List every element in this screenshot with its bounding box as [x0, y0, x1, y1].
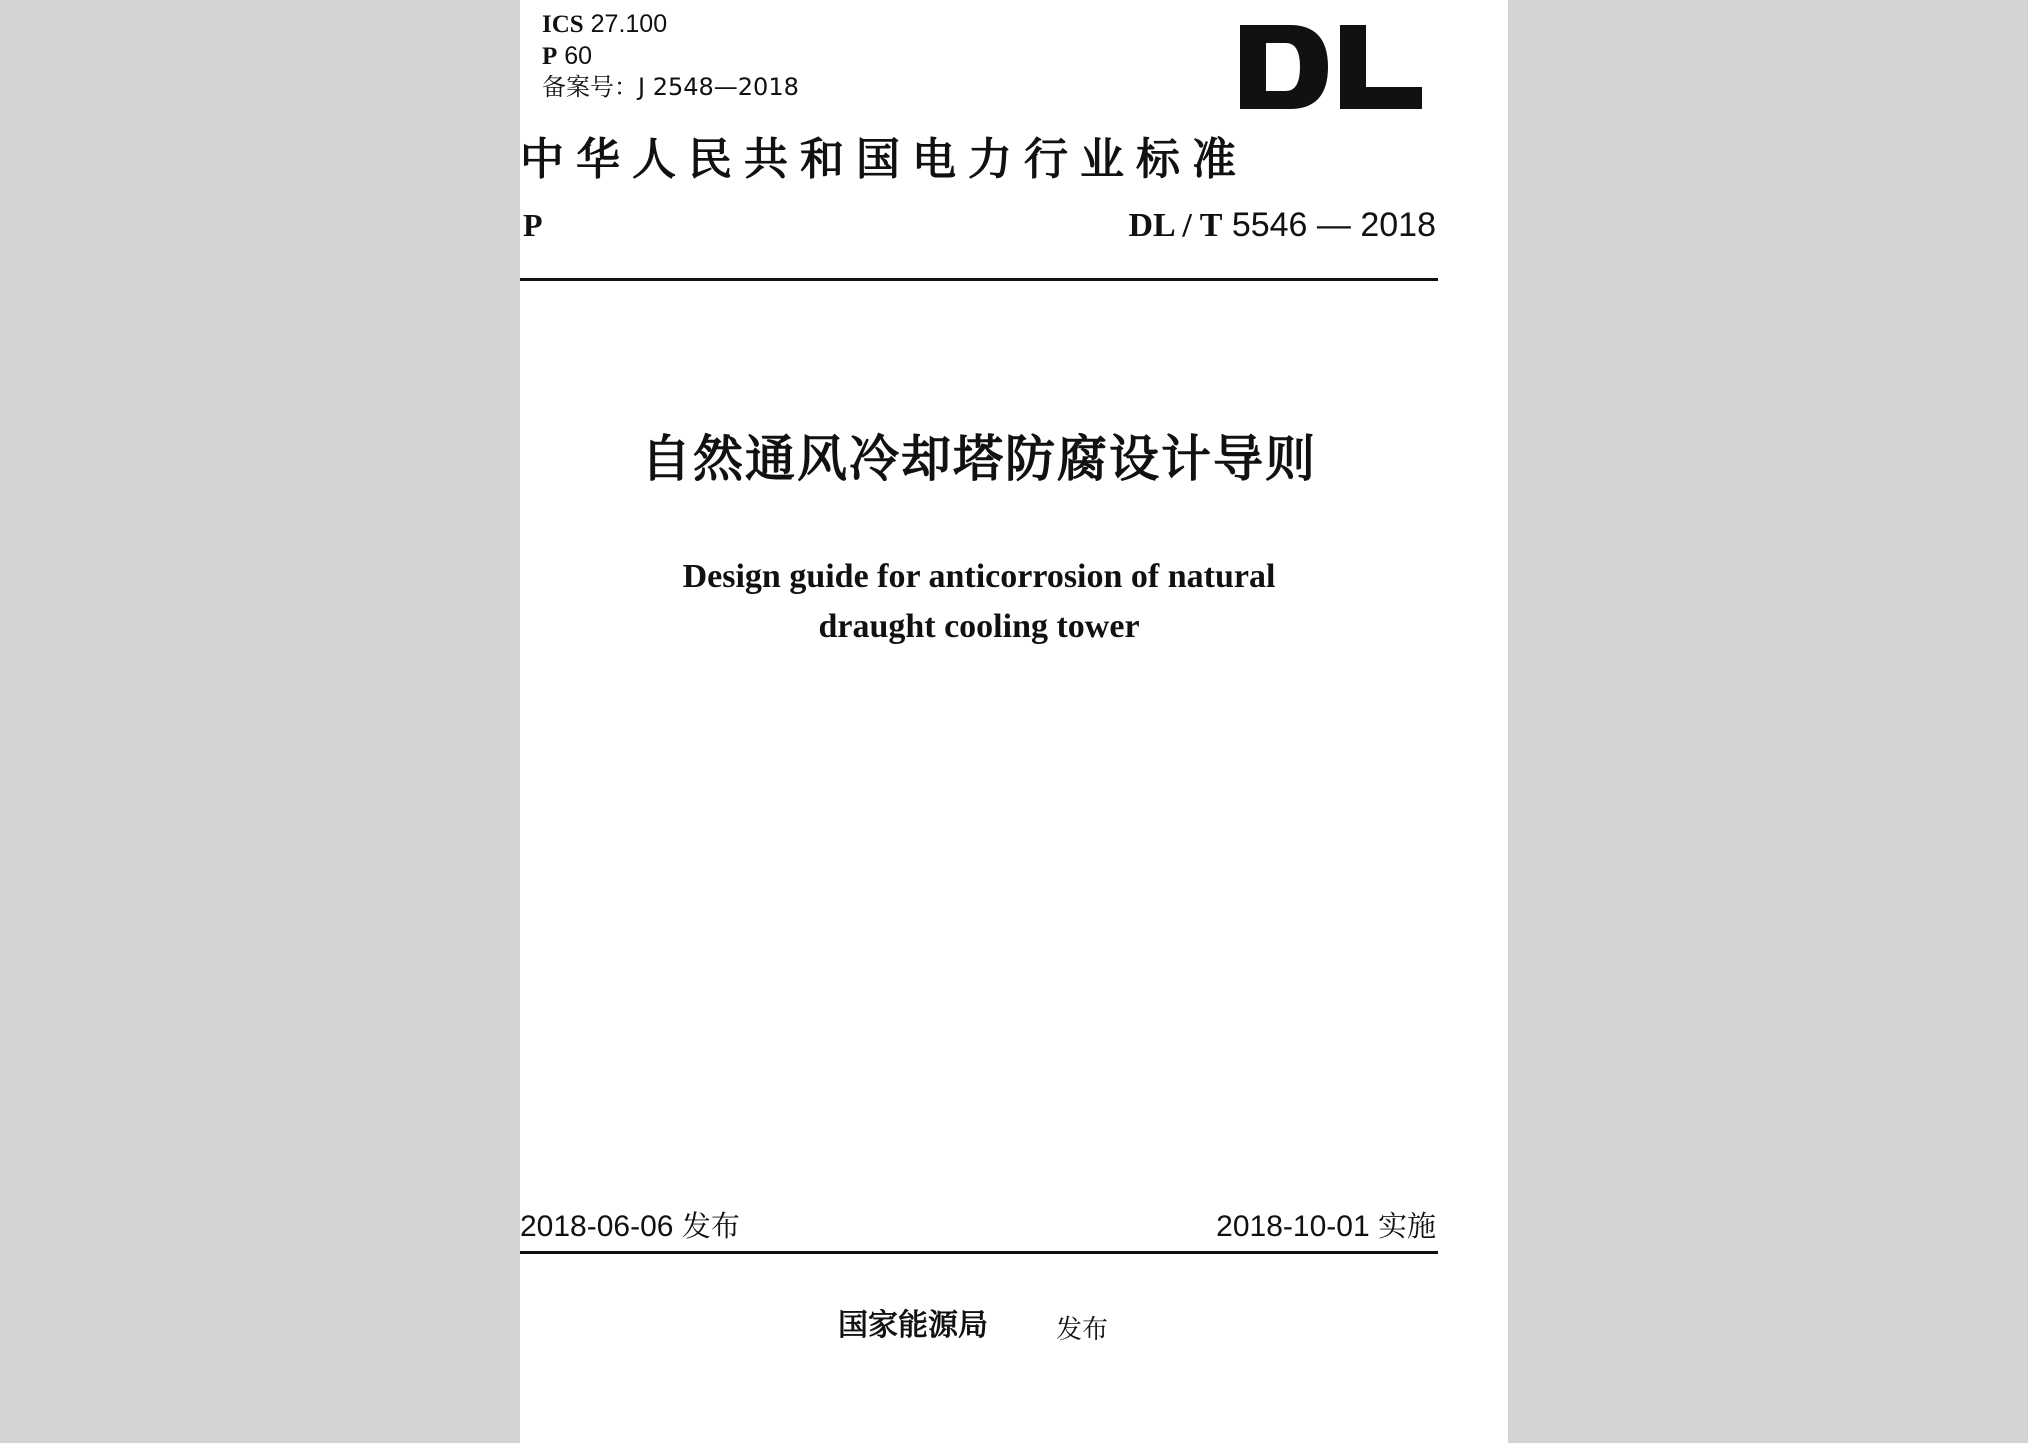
issue-date	[520, 1206, 740, 1247]
publisher-action: 发布	[1056, 1315, 1109, 1345]
bottom-divider	[520, 1251, 1438, 1254]
record-number: 备案号：J 2548—2018	[542, 73, 799, 101]
p-value: 60	[564, 42, 593, 70]
dl-logo-icon	[1240, 25, 1422, 109]
standard-code-number: 5546 — 2018	[1231, 206, 1436, 244]
issue-date-label: 发布	[681, 1209, 740, 1243]
p-label: P	[542, 43, 558, 70]
p-code	[542, 41, 592, 72]
ics-code	[542, 9, 667, 40]
top-divider	[520, 278, 1438, 281]
issue-date-value: 2018-06-06	[520, 1210, 674, 1243]
impl-date-label: 实施	[1377, 1209, 1436, 1243]
standard-p-mark: P	[523, 207, 543, 243]
document-title-chinese: 自然通风冷却塔防腐设计导则	[641, 430, 1317, 488]
title-english-line-1: Design guide for anticorrosion of natural	[682, 558, 1276, 595]
implementation-date	[1216, 1206, 1436, 1247]
standard-code-prefix: DL / T	[1128, 207, 1223, 244]
ics-label: ICS	[542, 11, 584, 38]
document-title-english	[520, 552, 1508, 652]
standard-category: 中华人民共和国电力行业标准	[520, 134, 1248, 185]
impl-date-value: 2018-10-01	[1216, 1210, 1370, 1243]
standard-code	[1129, 205, 1437, 246]
title-english-line-2: draught cooling tower	[818, 608, 1140, 645]
cover-page	[520, 0, 1508, 1443]
publisher-name: 国家能源局	[838, 1308, 988, 1343]
ics-value: 27.100	[590, 10, 668, 38]
